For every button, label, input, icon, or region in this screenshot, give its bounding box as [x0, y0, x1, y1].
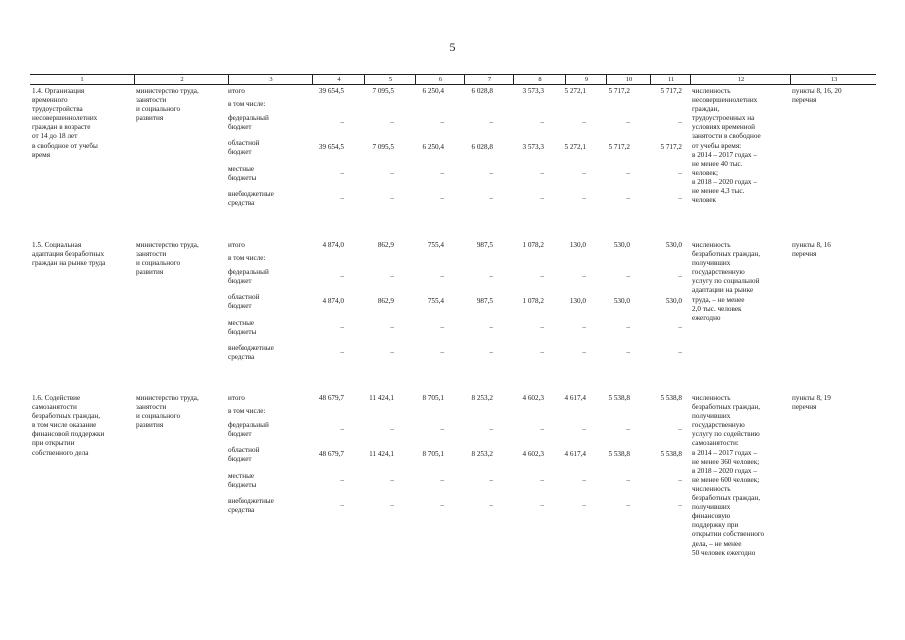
- funding-value: 130,0: [569, 297, 586, 305]
- funding-value: 11 424,1: [369, 394, 394, 402]
- funding-value: 5 538,8: [660, 450, 682, 458]
- funding-value: 6 250,4: [422, 143, 444, 151]
- funding-value: 5 717,2: [608, 143, 630, 151]
- funding-value: –: [626, 323, 630, 331]
- funding-value: –: [340, 425, 344, 433]
- measure-name-line: 1.6. Содействие: [32, 394, 81, 402]
- funding-value: –: [340, 194, 344, 202]
- funding-source-label: [228, 446, 306, 464]
- funding-source-label: [228, 241, 306, 250]
- funding-value: 862,9: [377, 241, 394, 249]
- funding-source-label-line: внебюджетные: [228, 190, 274, 198]
- funding-source-label-line: средства: [228, 199, 255, 208]
- target-indicator-line: не менее 40 тыс.: [692, 159, 743, 168]
- funding-value: –: [540, 118, 544, 126]
- column-header: 11: [650, 75, 691, 84]
- funding-value: –: [440, 501, 444, 509]
- funding-value: –: [678, 425, 682, 433]
- target-indicator-line: численность: [692, 484, 731, 493]
- funding-source-label: [228, 254, 306, 263]
- funding-source-label-line: местные: [228, 319, 255, 327]
- table-row: [30, 241, 876, 391]
- responsible-executor-line: министерство труда,: [136, 241, 199, 249]
- column-header: 5: [364, 75, 416, 84]
- funding-source-label: [228, 114, 306, 132]
- funding-source-label-line: областной: [228, 293, 260, 301]
- funding-value: 3 573,3: [522, 143, 544, 151]
- funding-value: –: [340, 501, 344, 509]
- responsible-executor-line: и социального: [136, 412, 181, 421]
- target-indicator-line: открытии собственного: [692, 530, 765, 539]
- target-indicator-line: безработных граждан,: [692, 494, 761, 503]
- funding-value: –: [540, 169, 544, 177]
- target-indicator: [692, 241, 788, 323]
- funding-value: –: [540, 501, 544, 509]
- funding-value: 5 717,2: [660, 87, 682, 95]
- funding-value: –: [340, 348, 344, 356]
- funding-value: 8 705,1: [422, 450, 444, 458]
- funding-value: –: [390, 348, 394, 356]
- target-indicator-line: государственную: [692, 268, 745, 277]
- measure-name-line: 1.4. Организация: [32, 87, 85, 95]
- funding-value: –: [489, 476, 493, 484]
- funding-value: –: [678, 169, 682, 177]
- funding-value: –: [626, 118, 630, 126]
- funding-source-label: [228, 87, 306, 96]
- list-reference: [792, 394, 876, 412]
- target-indicator-line: не менее 600 человек;: [692, 475, 760, 484]
- target-indicator-line: труда, – не менее: [692, 295, 745, 304]
- funding-value: 530,0: [665, 241, 682, 249]
- measure-name-line: при открытии: [32, 439, 75, 448]
- funding-value: 4 874,0: [322, 241, 344, 249]
- funding-value: –: [626, 501, 630, 509]
- responsible-executor-line: развития: [136, 268, 164, 277]
- funding-value: –: [489, 118, 493, 126]
- funding-source-label-line: итого: [228, 394, 245, 402]
- funding-value: –: [678, 476, 682, 484]
- funding-value: 5 538,8: [660, 394, 682, 402]
- list-reference-line: перечня: [792, 403, 817, 412]
- funding-value: –: [440, 169, 444, 177]
- funding-source-label-line: бюджет: [228, 277, 252, 286]
- measure-name-line: в том числе оказание: [32, 421, 97, 430]
- funding-value: –: [582, 323, 586, 331]
- funding-value: 1 078,2: [522, 241, 544, 249]
- measure-name-line: собственного дела: [32, 448, 89, 457]
- measure-name-line: финансовой поддержки: [32, 430, 105, 439]
- target-indicator-line: финансовую: [692, 512, 731, 521]
- list-reference-line: перечня: [792, 96, 817, 105]
- funding-value: –: [440, 194, 444, 202]
- column-header: 2: [134, 75, 229, 84]
- column-header: 9: [565, 75, 607, 84]
- funding-source-label-line: бюджеты: [228, 174, 257, 183]
- funding-source-label-line: областной: [228, 139, 260, 147]
- funding-source-label-line: федеральный: [228, 268, 269, 276]
- target-indicator-line: в 2014 – 2017 годах –: [692, 150, 757, 159]
- funding-value: 5 717,2: [608, 87, 630, 95]
- funding-value: 1 078,2: [522, 297, 544, 305]
- column-header: 13: [790, 75, 877, 84]
- funding-source-label-line: областной: [228, 446, 260, 454]
- target-indicator-line: получивших: [692, 412, 731, 421]
- funding-value: 755,4: [427, 297, 444, 305]
- funding-value: –: [440, 323, 444, 331]
- measure-name-line: адаптация безработных: [32, 250, 105, 259]
- funding-value: –: [582, 476, 586, 484]
- funding-value: –: [626, 194, 630, 202]
- funding-source-label: [228, 190, 306, 208]
- target-indicator-line: в 2014 – 2017 годах –: [692, 448, 757, 457]
- funding-value: 530,0: [665, 297, 682, 305]
- funding-source-label-line: бюджеты: [228, 328, 257, 337]
- funding-value: –: [390, 323, 394, 331]
- target-indicator-line: численность: [692, 394, 731, 402]
- target-indicator-line: безработных граждан,: [692, 250, 761, 259]
- funding-value: –: [489, 194, 493, 202]
- funding-value: 11 424,1: [369, 450, 394, 458]
- funding-source-label-line: средства: [228, 353, 255, 362]
- column-header: 4: [312, 75, 365, 84]
- funding-value: 4 602,3: [522, 394, 544, 402]
- funding-value: 862,9: [377, 297, 394, 305]
- funding-value: 5 272,1: [564, 143, 586, 151]
- responsible-executor: [136, 87, 226, 123]
- funding-value: 4 602,3: [522, 450, 544, 458]
- funding-value: –: [626, 272, 630, 280]
- funding-source-label-line: внебюджетные: [228, 497, 274, 505]
- funding-source-label-line: местные: [228, 165, 255, 173]
- funding-value: –: [626, 169, 630, 177]
- funding-value: –: [340, 169, 344, 177]
- funding-value: 5 538,8: [608, 394, 630, 402]
- column-number-header: [30, 74, 876, 85]
- funding-value: –: [582, 348, 586, 356]
- target-indicator-line: численность: [692, 87, 731, 95]
- responsible-executor-line: министерство труда,: [136, 87, 199, 95]
- column-header: 6: [415, 75, 465, 84]
- funding-value: –: [489, 169, 493, 177]
- list-reference-line: пункты 8, 16: [792, 241, 831, 249]
- funding-value: –: [390, 425, 394, 433]
- funding-value: 530,0: [613, 297, 630, 305]
- target-indicator-line: получивших: [692, 259, 731, 268]
- funding-value: 4 874,0: [322, 297, 344, 305]
- target-indicator-line: граждан,: [692, 105, 720, 114]
- funding-value: –: [440, 348, 444, 356]
- responsible-executor: [136, 241, 226, 277]
- funding-source-label-line: бюджет: [228, 123, 252, 132]
- responsible-executor-line: развития: [136, 421, 164, 430]
- target-indicator-line: не менее 4,3 тыс.: [692, 187, 745, 196]
- funding-source-label-line: федеральный: [228, 114, 269, 122]
- funding-source-label-line: средства: [228, 506, 255, 515]
- target-indicator: [692, 87, 788, 205]
- table-row: [30, 87, 876, 237]
- measure-name-line: граждан в возрасте: [32, 123, 91, 132]
- funding-value: –: [582, 194, 586, 202]
- funding-source-label-line: бюджеты: [228, 481, 257, 490]
- funding-value: –: [582, 501, 586, 509]
- funding-source-label-line: в том числе:: [228, 407, 266, 415]
- measure-name-line: от 14 до 18 лет: [32, 132, 78, 141]
- funding-value: –: [540, 272, 544, 280]
- column-header: 7: [464, 75, 514, 84]
- responsible-executor-line: развития: [136, 114, 164, 123]
- target-indicator-line: несовершеннолетних: [692, 96, 758, 105]
- funding-value: –: [678, 501, 682, 509]
- funding-value: –: [489, 272, 493, 280]
- target-indicator-line: безработных граждан,: [692, 403, 761, 412]
- funding-value: –: [678, 194, 682, 202]
- funding-value: –: [390, 118, 394, 126]
- target-indicator-line: от учебы время:: [692, 141, 742, 150]
- funding-value: –: [540, 476, 544, 484]
- measure-name-line: трудоустройства: [32, 105, 83, 114]
- funding-value: 48 679,7: [318, 394, 344, 402]
- funding-value: 8 253,2: [471, 450, 493, 458]
- measure-name-line: временного: [32, 96, 68, 105]
- funding-source-label: [228, 472, 306, 490]
- funding-source-label-line: бюджет: [228, 148, 252, 157]
- target-indicator-line: условиях временной: [692, 123, 755, 132]
- measure-name: [32, 241, 132, 268]
- measure-name: [32, 394, 132, 458]
- funding-value: 8 253,2: [471, 394, 493, 402]
- target-indicator-line: в 2018 – 2020 годах –: [692, 177, 757, 186]
- target-indicator-line: занятости в свободное: [692, 132, 761, 141]
- target-indicator-line: самозанятости:: [692, 439, 739, 448]
- measure-name: [32, 87, 132, 160]
- funding-value: –: [489, 501, 493, 509]
- target-indicator-line: человек;: [692, 168, 719, 177]
- target-indicator-line: услугу по содействию: [692, 430, 760, 439]
- funding-value: 130,0: [569, 241, 586, 249]
- funding-source-label-line: бюджет: [228, 302, 252, 311]
- target-indicator-line: в 2018 – 2020 годах –: [692, 466, 757, 475]
- funding-value: 4 617,4: [564, 450, 586, 458]
- list-reference-line: перечня: [792, 250, 817, 259]
- target-indicator-line: дела, – не менее: [692, 539, 742, 548]
- target-indicator-line: государственную: [692, 421, 745, 430]
- funding-value: –: [678, 323, 682, 331]
- funding-value: 755,4: [427, 241, 444, 249]
- funding-value: 39 654,5: [318, 143, 344, 151]
- funding-value: –: [340, 323, 344, 331]
- funding-source-label: [228, 100, 306, 109]
- funding-value: –: [390, 169, 394, 177]
- column-header: 12: [690, 75, 791, 84]
- funding-value: 6 028,8: [471, 87, 493, 95]
- funding-source-label: [228, 165, 306, 183]
- funding-value: –: [340, 118, 344, 126]
- target-indicator-line: поддержку при: [692, 521, 739, 530]
- funding-source-label: [228, 407, 306, 416]
- measure-name-line: граждан на рынке труда: [32, 259, 106, 268]
- page-number: 5: [449, 40, 456, 54]
- funding-value: 39 654,5: [318, 87, 344, 95]
- funding-value: 530,0: [613, 241, 630, 249]
- list-reference-line: пункты 8, 19: [792, 394, 831, 402]
- responsible-executor-line: занятости: [136, 250, 167, 259]
- measure-name-line: в свободное от учебы: [32, 141, 98, 150]
- funding-source-label-line: итого: [228, 87, 245, 95]
- responsible-executor-line: занятости: [136, 403, 167, 412]
- funding-source-label: [228, 268, 306, 286]
- funding-value: –: [540, 323, 544, 331]
- funding-value: –: [540, 194, 544, 202]
- funding-value: –: [626, 476, 630, 484]
- funding-value: 5 538,8: [608, 450, 630, 458]
- target-indicator-line: человек: [692, 196, 717, 205]
- funding-value: –: [489, 323, 493, 331]
- measure-name-line: 1.5. Социальная: [32, 241, 82, 249]
- responsible-executor-line: и социального: [136, 105, 181, 114]
- list-reference: [792, 87, 876, 105]
- funding-value: –: [582, 272, 586, 280]
- funding-source-label-line: внебюджетные: [228, 344, 274, 352]
- target-indicator-line: адаптации на рынке: [692, 286, 754, 295]
- funding-value: –: [582, 169, 586, 177]
- funding-value: 987,5: [476, 241, 493, 249]
- funding-value: –: [489, 348, 493, 356]
- funding-source-label: [228, 293, 306, 311]
- responsible-executor-line: министерство труда,: [136, 394, 199, 402]
- funding-value: 7 095,5: [372, 143, 394, 151]
- funding-value: –: [440, 272, 444, 280]
- funding-source-label-line: местные: [228, 472, 255, 480]
- funding-value: –: [390, 272, 394, 280]
- measure-name-line: самозанятости: [32, 403, 77, 412]
- funding-value: –: [582, 425, 586, 433]
- funding-value: –: [678, 272, 682, 280]
- list-reference-line: пункты 8, 16, 20: [792, 87, 842, 95]
- funding-value: –: [390, 194, 394, 202]
- target-indicator-line: услугу по социальной: [692, 277, 760, 286]
- funding-source-label-line: федеральный: [228, 421, 269, 429]
- measure-name-line: безработных граждан,: [32, 412, 101, 421]
- funding-value: 4 617,4: [564, 394, 586, 402]
- target-indicator-line: численность: [692, 241, 731, 249]
- funding-source-label: [228, 394, 306, 403]
- funding-value: –: [440, 476, 444, 484]
- target-indicator-line: не менее 360 человек;: [692, 457, 760, 466]
- list-reference: [792, 241, 876, 259]
- target-indicator-line: получивших: [692, 503, 731, 512]
- responsible-executor: [136, 394, 226, 430]
- funding-value: –: [626, 348, 630, 356]
- measure-name-line: несовершеннолетних: [32, 114, 98, 123]
- funding-source-label: [228, 421, 306, 439]
- funding-source-label: [228, 319, 306, 337]
- funding-value: –: [440, 118, 444, 126]
- funding-value: 6 028,8: [471, 143, 493, 151]
- target-indicator-line: 50 человек ежегодно: [692, 548, 756, 557]
- funding-source-label-line: итого: [228, 241, 245, 249]
- funding-value: –: [440, 425, 444, 433]
- table-row: [30, 394, 876, 557]
- funding-value: –: [540, 425, 544, 433]
- responsible-executor-line: и социального: [136, 259, 181, 268]
- funding-value: 8 705,1: [422, 394, 444, 402]
- responsible-executor-line: занятости: [136, 96, 167, 105]
- target-indicator-line: ежегодно: [692, 313, 721, 322]
- funding-value: 987,5: [476, 297, 493, 305]
- target-indicator-line: 2,0 тыс. человек: [692, 304, 742, 313]
- funding-value: 6 250,4: [422, 87, 444, 95]
- funding-value: –: [340, 272, 344, 280]
- funding-source-label: [228, 139, 306, 157]
- funding-source-label: [228, 344, 306, 362]
- funding-value: 5 717,2: [660, 143, 682, 151]
- measure-name-line: время: [32, 150, 51, 159]
- target-indicator-line: трудоустроенных на: [692, 114, 755, 123]
- column-header: 1: [80, 76, 84, 83]
- funding-source-label: [228, 497, 306, 515]
- funding-value: –: [340, 476, 344, 484]
- funding-value: 3 573,3: [522, 87, 544, 95]
- funding-value: 7 095,5: [372, 87, 394, 95]
- funding-value: –: [582, 118, 586, 126]
- funding-source-label-line: в том числе:: [228, 254, 266, 262]
- funding-value: –: [540, 348, 544, 356]
- column-header: 10: [606, 75, 651, 84]
- target-indicator: [692, 394, 788, 558]
- funding-value: –: [390, 501, 394, 509]
- funding-value: –: [678, 348, 682, 356]
- funding-source-label-line: бюджет: [228, 455, 252, 464]
- funding-value: –: [678, 118, 682, 126]
- funding-value: –: [489, 425, 493, 433]
- funding-source-label-line: бюджет: [228, 430, 252, 439]
- funding-value: –: [626, 425, 630, 433]
- funding-source-label-line: в том числе:: [228, 100, 266, 108]
- funding-value: –: [390, 476, 394, 484]
- column-header: 8: [513, 75, 566, 84]
- funding-value: 48 679,7: [318, 450, 344, 458]
- column-header: 3: [228, 75, 313, 84]
- funding-value: 5 272,1: [564, 87, 586, 95]
